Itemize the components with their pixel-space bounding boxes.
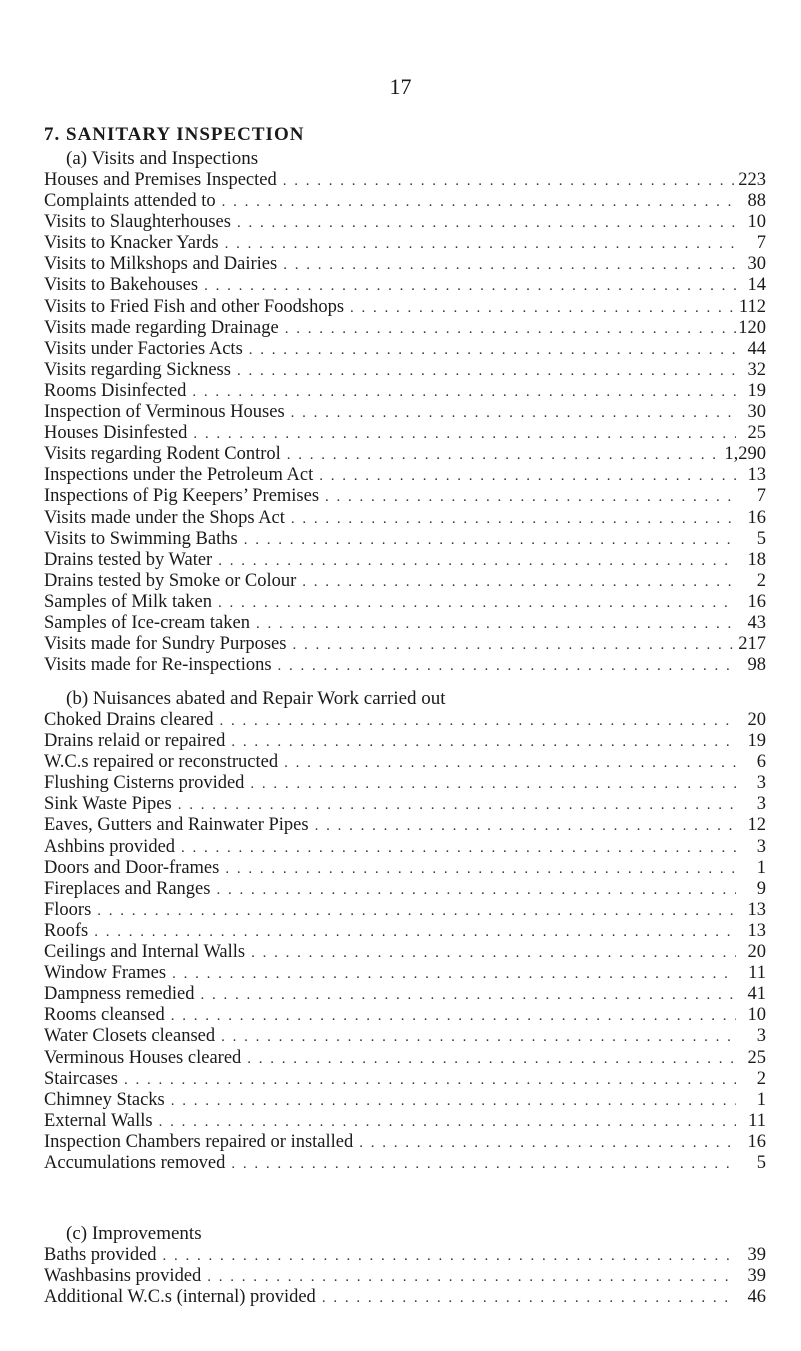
row-label: Inspections under the Petroleum Act [44, 465, 314, 486]
row-label: Visits regarding Rodent Control [44, 444, 281, 465]
row-label: Visits regarding Sickness [44, 359, 231, 380]
row-label: Accumulations removed [44, 1152, 226, 1173]
row-value: 10 [747, 1005, 766, 1026]
row-label: Samples of Milk taken [44, 591, 213, 612]
row-value: 16 [747, 591, 766, 612]
section-nuisances-abated [44, 688, 766, 1174]
table-row [44, 170, 766, 191]
row-label: Water Closets cleansed [44, 1026, 216, 1047]
row-value: 19 [747, 380, 766, 401]
row-value: 20 [747, 942, 766, 963]
row-label: Houses and Premises Inspected [44, 170, 277, 190]
table-row [44, 233, 766, 254]
table-row [44, 1287, 766, 1308]
table-row [44, 1153, 766, 1174]
row-label: Doors and Door-frames [44, 857, 220, 878]
row-label: Additional W.C.s (internal) provided [44, 1287, 316, 1308]
table-row [44, 465, 766, 486]
section-title: (a) Visits and Inspections [66, 148, 259, 169]
row-label: Choked Drains cleared [44, 710, 214, 730]
table-row [44, 963, 766, 984]
row-value: 5 [756, 1152, 766, 1173]
table-row [44, 858, 766, 879]
row-label: Sink Waste Pipes [44, 794, 172, 815]
row-value: 223 [738, 170, 766, 190]
row-value: 46 [747, 1287, 766, 1308]
row-value: 1 [756, 857, 766, 878]
dot-leader [243, 340, 736, 361]
table-row [44, 1026, 766, 1047]
table-row [44, 191, 766, 212]
table-row [44, 402, 766, 423]
row-value: 3 [756, 794, 766, 815]
row-label: Visits to Slaughterhouses [44, 212, 231, 233]
table-row [44, 710, 766, 731]
row-label: Samples of Ice-cream taken [44, 612, 250, 633]
table-row [44, 1132, 766, 1153]
dot-leader [272, 656, 736, 677]
row-label: W.C.s repaired or reconstructed [44, 752, 279, 773]
row-label: Ceilings and Internal Walls [44, 942, 246, 963]
dot-leader [198, 276, 736, 297]
dot-leader [186, 382, 736, 403]
dot-leader [241, 1049, 736, 1070]
table-row [44, 815, 766, 836]
dot-leader [281, 445, 725, 466]
dot-leader [286, 635, 736, 656]
row-value: 9 [756, 878, 766, 899]
dot-leader [165, 1091, 736, 1112]
row-value: 2 [756, 1068, 766, 1089]
row-value: 7 [756, 486, 766, 507]
section-improvements [44, 1223, 766, 1308]
table-row [44, 486, 766, 507]
row-label: Complaints attended to [44, 191, 216, 212]
row-value: 1 [756, 1089, 766, 1110]
row-value: 11 [748, 963, 766, 984]
dot-leader [216, 192, 736, 213]
dot-leader [175, 838, 736, 859]
row-value: 41 [747, 984, 766, 1005]
row-value: 3 [756, 773, 766, 794]
table-row [44, 254, 766, 275]
table-row [44, 275, 766, 296]
dot-leader [244, 774, 736, 795]
row-label: Floors [44, 899, 92, 920]
row-value: 7 [756, 233, 766, 254]
table-row [44, 592, 766, 613]
row-label: Chimney Stacks [44, 1089, 165, 1110]
row-label: Washbasins provided [44, 1266, 202, 1287]
table-row [44, 339, 766, 360]
row-value: 18 [747, 549, 766, 570]
table-row [44, 529, 766, 550]
table-row [44, 444, 766, 465]
row-label: Visits made under the Shops Act [44, 507, 285, 528]
table-row [44, 984, 766, 1005]
table-row [44, 1266, 766, 1287]
table-row [44, 773, 766, 794]
dot-leader [166, 964, 736, 985]
row-value: 16 [747, 1131, 766, 1152]
row-value: 120 [738, 317, 766, 338]
row-value: 3 [756, 1026, 766, 1047]
table-row [44, 1245, 766, 1266]
dot-leader [153, 1112, 736, 1133]
table-row [44, 1111, 766, 1132]
row-value: 30 [747, 254, 766, 275]
row-label: Baths provided [44, 1245, 157, 1265]
row-value: 98 [747, 655, 766, 676]
dot-leader [245, 943, 736, 964]
table-row [44, 297, 766, 318]
table-row [44, 1090, 766, 1111]
row-value: 2 [756, 570, 766, 591]
row-label: Window Frames [44, 963, 167, 984]
table-row [44, 794, 766, 815]
dot-leader [277, 255, 736, 276]
table-row [44, 1005, 766, 1026]
dot-leader [319, 487, 736, 508]
dot-leader [187, 424, 736, 445]
row-label: Eaves, Gutters and Rainwater Pipes [44, 815, 309, 836]
row-label: Staircases [44, 1068, 118, 1089]
table-row [44, 634, 766, 655]
row-label: Visits to Fried Fish and other Foodshops [44, 296, 345, 317]
row-label: Ashbins provided [44, 836, 176, 857]
row-value: 112 [738, 296, 766, 317]
row-value: 32 [747, 359, 766, 380]
row-label: Visits to Bakehouses [44, 275, 199, 296]
row-label: Drains tested by Water [44, 549, 213, 570]
row-value: 14 [747, 275, 766, 296]
row-label: Visits under Factories Acts [44, 338, 243, 359]
table-row [44, 837, 766, 858]
row-label: Drains tested by Smoke or Colour [44, 570, 297, 591]
row-label: Visits to Milkshops and Dairies [44, 254, 278, 275]
dot-leader [219, 234, 736, 255]
row-value: 25 [747, 1047, 766, 1068]
row-list [44, 1245, 766, 1308]
table-row [44, 571, 766, 592]
row-label: Inspections of Pig Keepers’ Premises [44, 486, 320, 507]
dot-leader [210, 880, 736, 901]
dot-leader [250, 614, 736, 635]
row-value: 25 [747, 423, 766, 444]
row-label: Flushing Cisterns provided [44, 773, 245, 794]
row-value: 39 [747, 1245, 766, 1265]
row-list [44, 710, 766, 1174]
table-row [44, 318, 766, 339]
row-label: Fireplaces and Ranges [44, 878, 211, 899]
table-row [44, 921, 766, 942]
table-row [44, 1048, 766, 1069]
dot-leader [214, 711, 736, 732]
table-row [44, 423, 766, 444]
row-value: 1,290 [724, 444, 766, 465]
row-value: 13 [747, 920, 766, 941]
page-number: 17 [389, 74, 412, 99]
row-value: 6 [756, 752, 766, 773]
row-value: 13 [747, 465, 766, 486]
dot-leader [88, 922, 736, 943]
row-value: 5 [756, 528, 766, 549]
dot-leader [118, 1070, 736, 1091]
table-row [44, 360, 766, 381]
row-label: Roofs [44, 920, 89, 941]
table-row [44, 752, 766, 773]
section-title: (c) Improvements [66, 1223, 202, 1244]
dot-leader [212, 551, 736, 572]
row-value: 39 [747, 1266, 766, 1287]
table-row [44, 731, 766, 752]
table-row [44, 942, 766, 963]
table-row [44, 381, 766, 402]
row-value: 20 [747, 710, 766, 730]
row-value: 217 [738, 634, 766, 655]
row-label: Visits to Swimming Baths [44, 528, 238, 549]
table-row [44, 900, 766, 921]
row-label: Houses Disinfested [44, 423, 188, 444]
dot-leader [231, 361, 736, 382]
report-heading: 7. SANITARY INSPECTION [44, 124, 305, 145]
dot-leader [195, 985, 736, 1006]
dot-leader [353, 1133, 736, 1154]
row-label: External Walls [44, 1110, 153, 1131]
row-label: Verminous Houses cleared [44, 1047, 242, 1068]
row-value: 16 [747, 507, 766, 528]
dot-leader [212, 593, 736, 614]
section-title: (b) Nuisances abated and Repair Work carried out [66, 688, 446, 709]
dot-leader [215, 1027, 736, 1048]
dot-leader [201, 1267, 736, 1288]
dot-leader [91, 901, 736, 922]
dot-leader [172, 795, 736, 816]
section-visits-inspections [44, 148, 766, 676]
dot-leader [279, 319, 736, 340]
row-label: Inspection of Verminous Houses [44, 402, 285, 423]
dot-leader [225, 732, 736, 753]
table-row [44, 508, 766, 529]
table-row [44, 655, 766, 676]
table-row [44, 879, 766, 900]
row-label: Visits made for Re-inspections [44, 655, 272, 676]
dot-leader [285, 403, 736, 424]
dot-leader [157, 1246, 736, 1267]
table-row [44, 550, 766, 571]
dot-leader [296, 572, 736, 593]
table-row [44, 1069, 766, 1090]
row-value: 43 [747, 612, 766, 633]
row-label: Visits to Knacker Yards [44, 233, 219, 254]
dot-leader [277, 171, 736, 192]
dot-leader [238, 530, 736, 551]
row-label: Visits made for Sundry Purposes [44, 634, 287, 655]
dot-leader [165, 1006, 736, 1027]
dot-leader [313, 466, 736, 487]
dot-leader [231, 213, 736, 234]
row-label: Dampness remedied [44, 984, 195, 1005]
dot-leader [344, 298, 736, 319]
row-list [44, 170, 766, 676]
row-value: 3 [756, 836, 766, 857]
row-label: Rooms cleansed [44, 1005, 165, 1026]
dot-leader [225, 1154, 736, 1175]
row-value: 11 [748, 1110, 766, 1131]
table-row [44, 613, 766, 634]
dot-leader [316, 1288, 736, 1309]
row-value: 19 [747, 731, 766, 752]
row-label: Inspection Chambers repaired or installed [44, 1131, 354, 1152]
row-label: Drains relaid or repaired [44, 731, 226, 752]
dot-leader [309, 816, 736, 837]
row-label: Rooms Disinfected [44, 380, 187, 401]
row-value: 44 [747, 338, 766, 359]
row-value: 30 [747, 402, 766, 423]
row-label: Visits made regarding Drainage [44, 317, 279, 338]
row-value: 10 [747, 212, 766, 233]
dot-leader [285, 509, 736, 530]
row-value: 88 [747, 191, 766, 212]
dot-leader [278, 753, 736, 774]
table-row [44, 212, 766, 233]
dot-leader [219, 859, 736, 880]
row-value: 13 [747, 899, 766, 920]
row-value: 12 [747, 815, 766, 836]
